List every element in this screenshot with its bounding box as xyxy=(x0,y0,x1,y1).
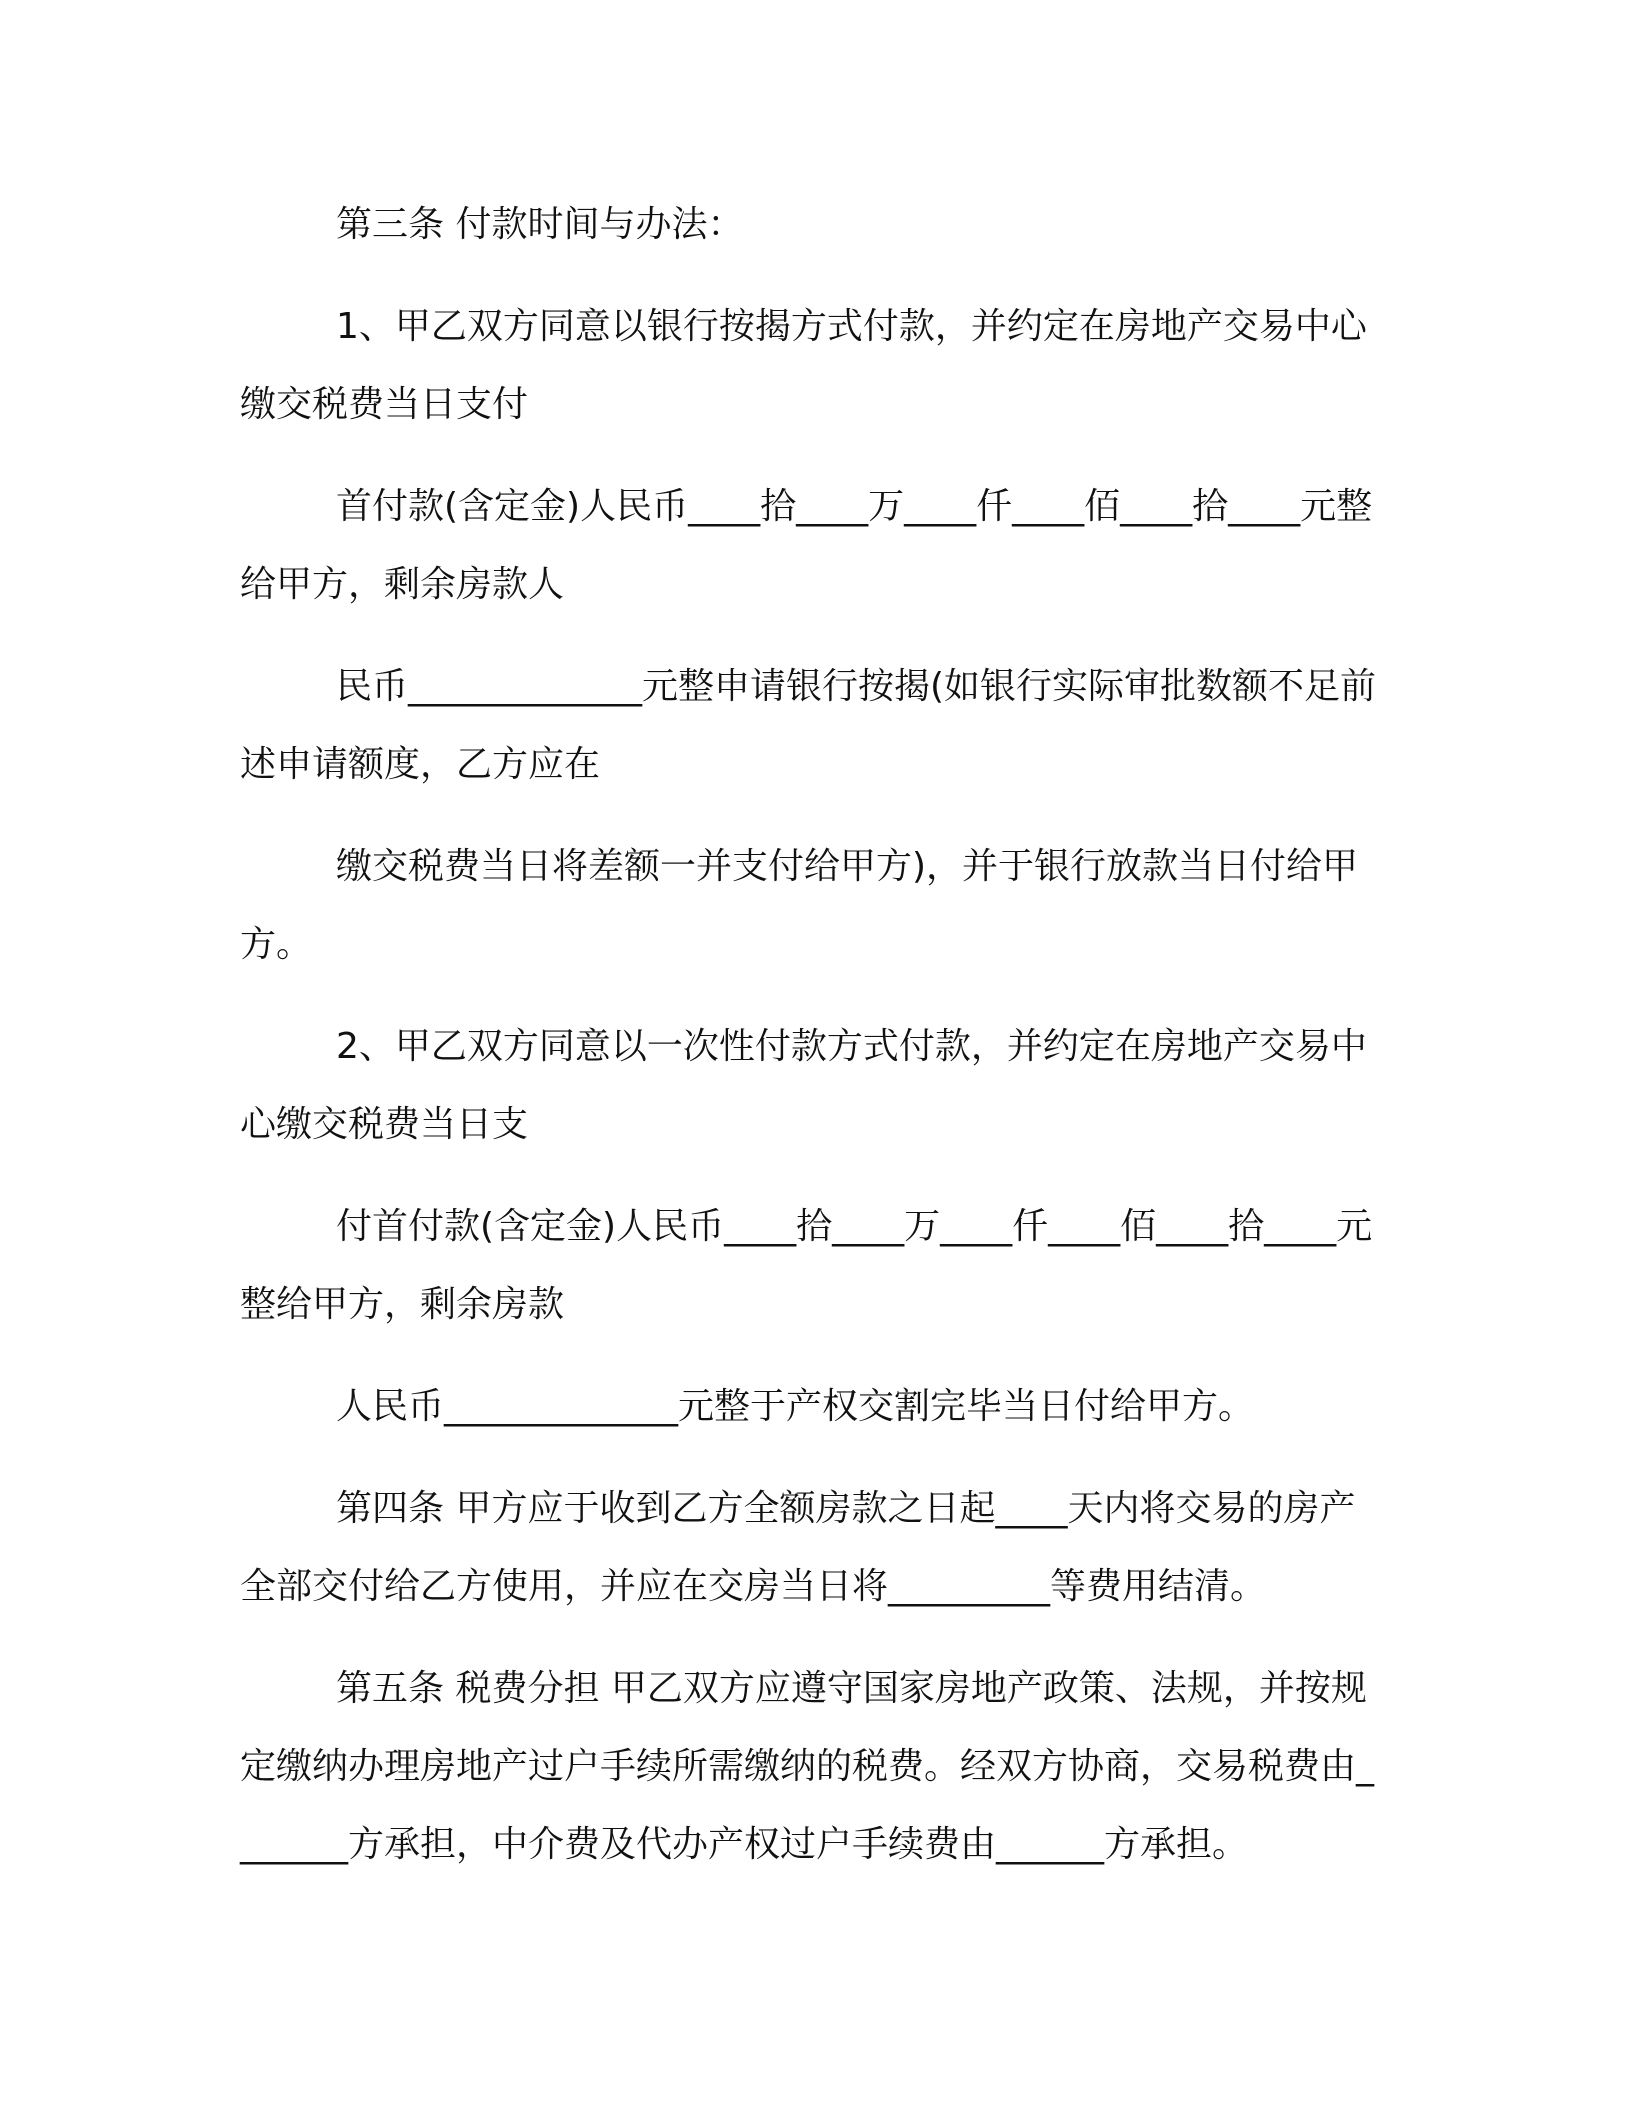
article-3-heading: 第三条 付款时间与办法： xyxy=(336,204,744,245)
article-5: 第五条 税费分担 甲乙双方应遵守国家房地产政策、法规，并按规定缴纳办理房地产过户手续所需缴纳的税费。经双方协商，交易税费由_______方承担，中介费及代办产权过户手续费由______方承担。 xyxy=(240,1668,1375,1865)
article-4: 第四条 甲方应于收到乙方全额房款之日起____天内将交易的房产全部交付给乙方使用，并应在交房当日将_________等费用结清。 xyxy=(240,1488,1356,1607)
paragraph-6: 付首付款(含定金)人民币____拾____万____仟____佰____拾____元整给甲方，剩余房款 xyxy=(240,1206,1373,1325)
paragraph-5: 2、甲乙双方同意以一次性付款方式付款，并约定在房地产交易中心缴交税费当日支 xyxy=(240,1026,1367,1145)
paragraph-7: 人民币_____________元整于产权交割完毕当日付给甲方。 xyxy=(336,1386,1255,1427)
paragraph-4: 缴交税费当日将差额一并支付给甲方)，并于银行放款当日付给甲方。 xyxy=(240,846,1359,965)
paragraph-3: 民币_____________元整申请银行按揭(如银行实际审批数额不足前述申请额度，乙方应在 xyxy=(240,666,1377,785)
paragraph-1: 1、甲乙双方同意以银行按揭方式付款，并约定在房地产交易中心缴交税费当日支付 xyxy=(240,306,1367,425)
document-body xyxy=(240,186,1390,1884)
paragraph-2: 首付款(含定金)人民币____拾____万____仟____佰____拾____元整给甲方，剩余房款人 xyxy=(240,486,1373,605)
